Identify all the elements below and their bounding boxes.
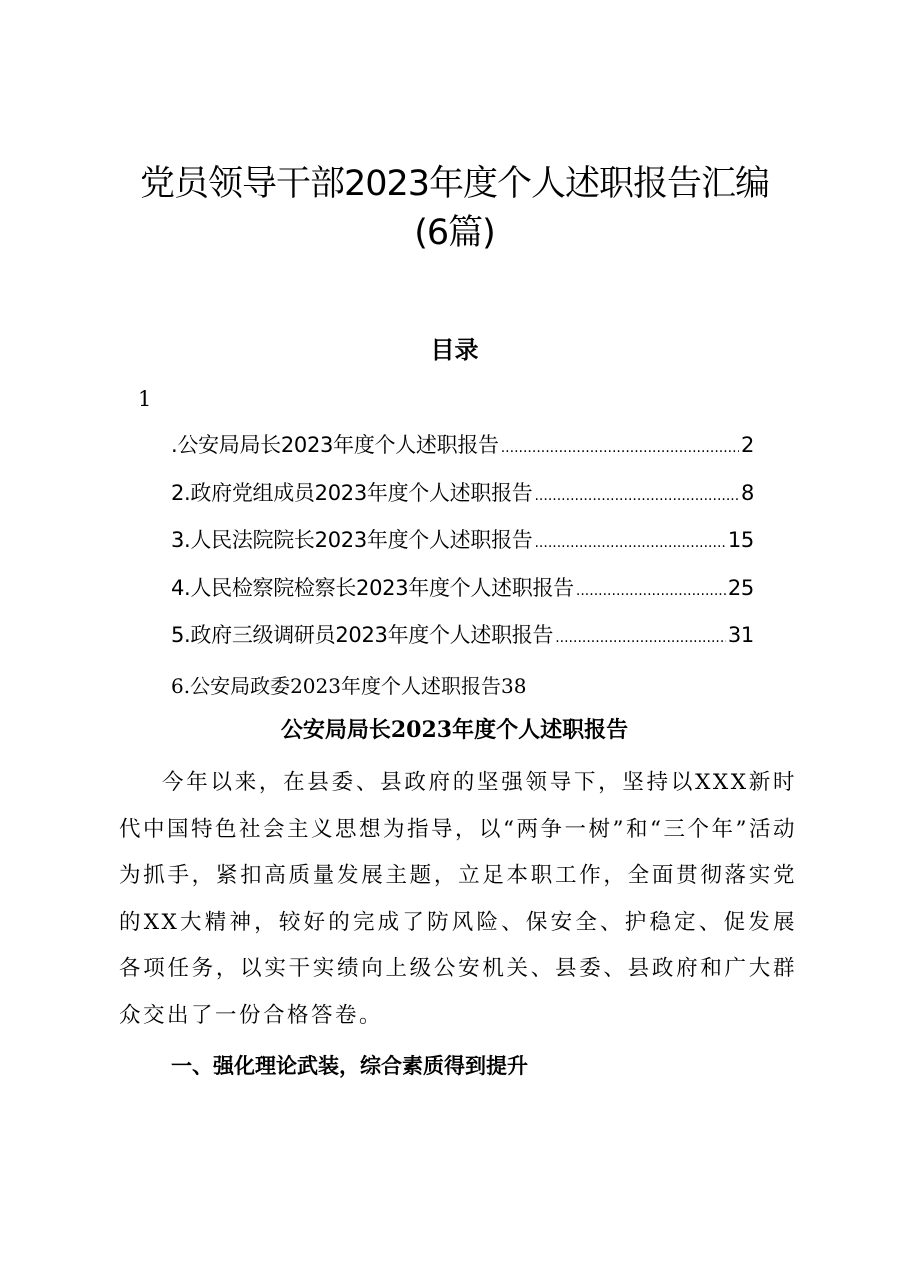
toc-entry[interactable] — [171, 568, 754, 616]
toc-page-number: 25 — [727, 575, 754, 600]
toc-entry-label: 3.人民法院院长2023年度个人述职报告 — [171, 528, 533, 552]
toc-entry[interactable] — [171, 473, 754, 521]
toc-dot-leader — [534, 523, 725, 563]
toc-entry[interactable] — [171, 615, 754, 663]
toc-dot-leader — [501, 428, 739, 468]
toc-page-number: 2 — [740, 433, 754, 457]
toc-page-number: 8 — [740, 480, 754, 505]
toc-dot-leader — [576, 571, 726, 611]
toc-heading: 目录 — [430, 335, 479, 364]
toc-entry[interactable] — [171, 520, 754, 568]
table-of-contents — [171, 425, 754, 663]
toc-page-number: 31 — [727, 623, 754, 647]
toc-dot-leader — [534, 476, 738, 516]
document-subtitle: (6篇) — [414, 213, 495, 253]
document-title: 党员领导干部2023年度个人述职报告汇编 — [139, 164, 770, 204]
toc-dot-leader — [555, 618, 726, 658]
toc-index-marker: 1 — [138, 387, 152, 411]
section-subheading: 一、强化理论武装，综合素质得到提升 — [171, 1054, 528, 1078]
toc-entry-label: 2.政府党组成员2023年度个人述职报告 — [171, 480, 533, 505]
toc-entry-label: 5.政府三级调研员2023年度个人述职报告 — [171, 623, 554, 647]
toc-entry[interactable] — [171, 425, 754, 473]
toc-entry-label: .公安局局长2023年度个人述职报告 — [171, 433, 499, 457]
section-title: 公安局局长2023年度个人述职报告 — [280, 717, 629, 743]
toc-page-number: 15 — [727, 528, 754, 552]
toc-entry-last[interactable]: 6.公安局政委2023年度个人述职报告38 — [171, 674, 527, 698]
body-paragraph: 今年以来，在县委、县政府的坚强领导下，坚持以XXX新时代中国特色社会主义思想为指导，以“两争一树”和“三个年”活动为抓手，紧扣高质量发展主题，立足本职工作，全面贯彻落实党的XX大精神，较好的完成了防风险、保安全、护稳定、促发展各项任务，以实干实绩向上级公安机关、县委、县政府和广大群众交出了一份合格答卷。 — [119, 770, 797, 1028]
toc-entry-label: 4.人民检察院检察长2023年度个人述职报告 — [171, 575, 574, 600]
